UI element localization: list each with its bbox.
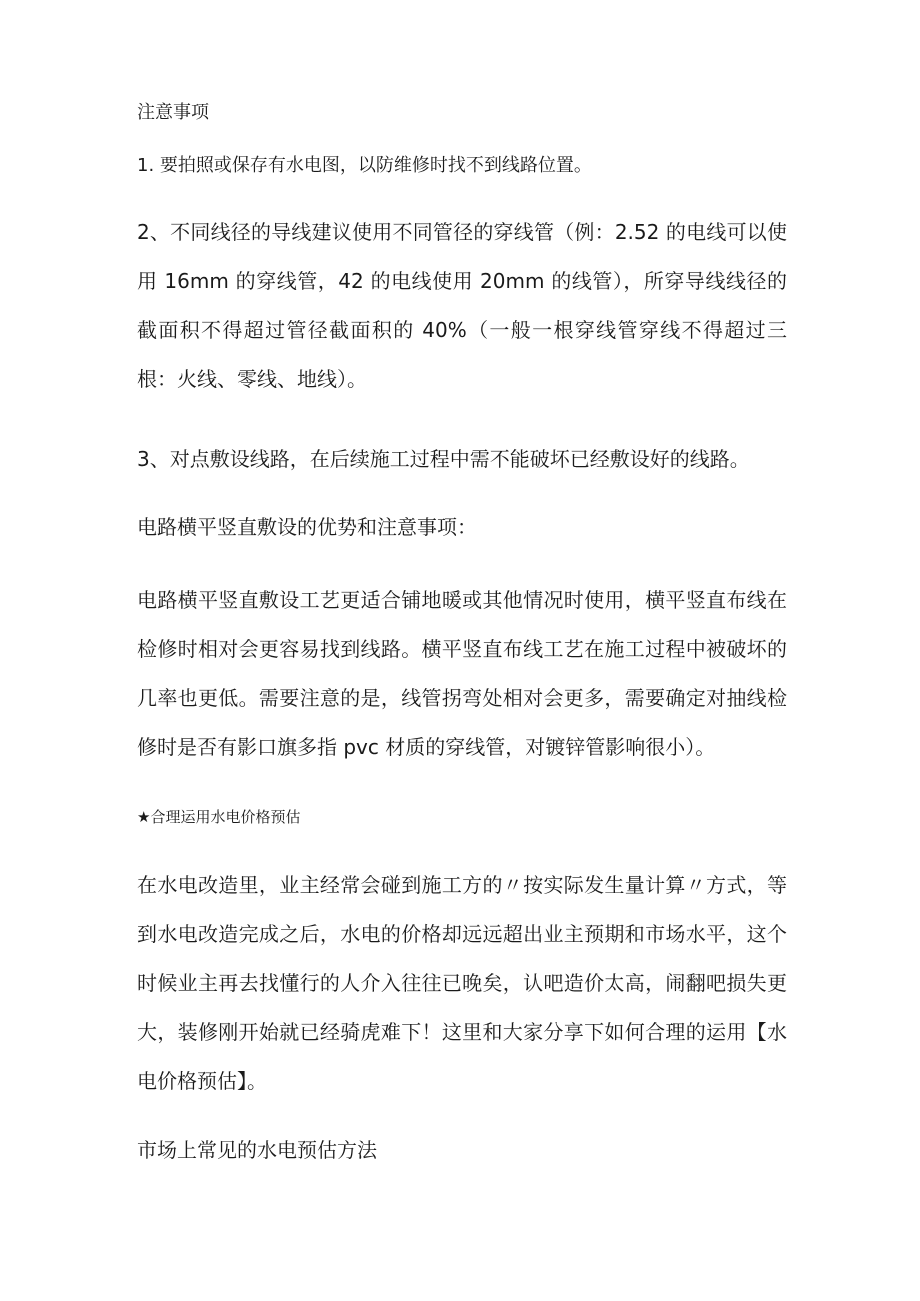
paragraph-estimate: 在水电改造里，业主经常会碰到施工方的〃按实际发生量计算〃方式，等到水电改造完成之后，水电的价格却远远超出业主预期和市场水平，这个时候业主再去找懂行的人介入往往已晚矣，认吧造价太高，闹翻吧损失更大，装修刚开始就已经骑虎难下！这里和大家分享下如何合理的运用【水电价格预估】。: [137, 873, 787, 1093]
heading-methods: 市场上常见的水电预估方法: [137, 1138, 377, 1162]
item-2: 2、不同线径的导线建议使用不同管径的穿线管（例：2.52 的电线可以使用 16mm 的穿线管，42 的电线使用 20mm 的线管），所穿导线线径的截面积不得超过管径截面积的 40%（一般一根穿线管穿线不得超过三根：火线、零线、地线）。: [137, 220, 787, 391]
item-3: 3、对点敷设线路，在后续施工过程中需不能破坏已经敷设好的线路。: [137, 447, 750, 471]
heading-notes: 注意事项: [137, 102, 209, 123]
heading-estimate: ★合理运用水电价格预估: [137, 808, 301, 826]
heading-advantages: 电路横平竖直敷设的优势和注意事项：: [137, 515, 477, 539]
item-1: 1. 要拍照或保存有水电图，以防维修时找不到线路位置。: [137, 155, 592, 176]
paragraph-advantages: 电路横平竖直敷设工艺更适合铺地暖或其他情况时使用，横平竖直布线在检修时相对会更容易找到线路。横平竖直布线工艺在施工过程中被破坏的几率也更低。需要注意的是，线管拐弯处相对会更多，需要确定对抽线检修时是否有影口旗多指 pvc 材质的穿线管，对镀锌管影响很小）。: [137, 588, 787, 759]
